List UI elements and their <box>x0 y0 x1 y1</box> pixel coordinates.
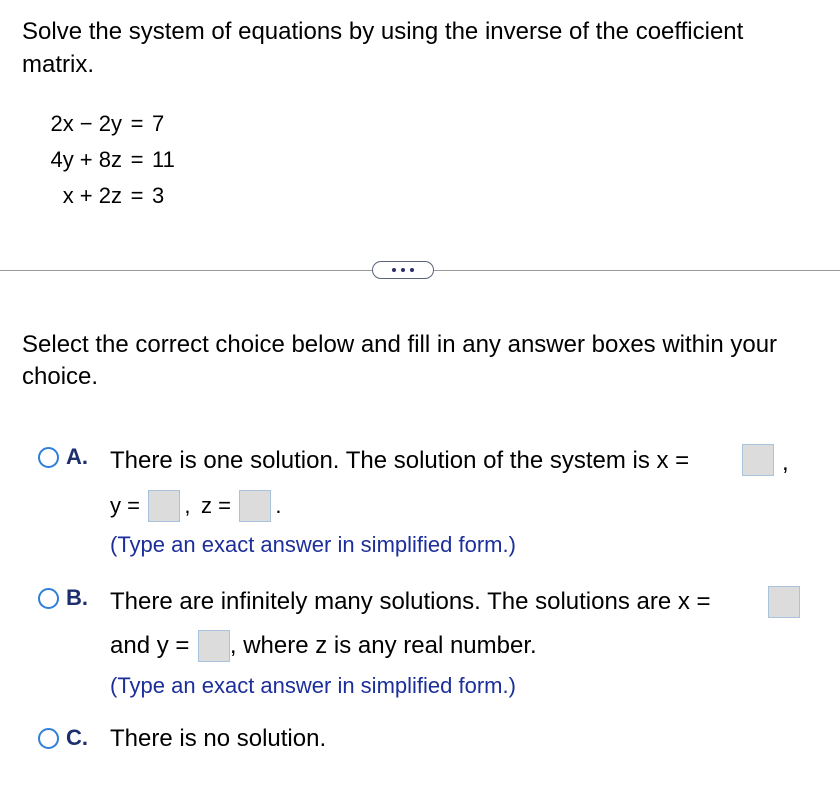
choice-b-hint: (Type an exact answer in simplified form.) <box>110 673 516 698</box>
equation-2 <box>20 142 175 178</box>
choice-b-x-input[interactable] <box>768 586 800 618</box>
question-line-1: Solve the system of equations by using the inverse of the coefficient <box>22 18 744 45</box>
choice-c-radio[interactable] <box>38 728 59 749</box>
choice-a-yz-row <box>110 490 282 522</box>
equation-1-rhs: 7 <box>152 111 165 136</box>
equation-1 <box>20 106 175 142</box>
equation-1-equals: = <box>130 111 144 136</box>
choice-b-letter: B. <box>66 585 88 610</box>
choice-a-y-label: y = <box>110 493 140 518</box>
choice-a-radio[interactable] <box>38 447 59 468</box>
equation-2-rhs: 11 <box>152 147 175 172</box>
choice-a-letter: A. <box>66 444 88 469</box>
equation-2-equals: = <box>130 147 144 172</box>
choice-c-letter: C. <box>66 725 88 750</box>
choice-a-text: There is one solution. The solution of the system is x = <box>110 447 690 474</box>
choice-a-z-input[interactable] <box>239 490 271 522</box>
choice-b-radio[interactable] <box>38 588 59 609</box>
equation-3 <box>20 178 175 214</box>
choice-b-where-text: , where z is any real number. <box>229 632 537 659</box>
equation-3-lhs: x + 2z <box>62 183 122 208</box>
show-more-button[interactable] <box>372 261 434 279</box>
choice-a-period: . <box>275 493 282 518</box>
instructions-line-1: Select the correct choice below and fill in any answer boxes within your <box>22 331 778 358</box>
choice-a-hint: (Type an exact answer in simplified form.) <box>110 532 516 557</box>
choice-a-x-input[interactable] <box>742 444 774 476</box>
equation-3-equals: = <box>130 183 144 208</box>
choice-c-text: There is no solution. <box>110 725 327 752</box>
choice-b-text: There are infinitely many solutions. The solutions are x = <box>110 588 711 615</box>
choice-a-y-input[interactable] <box>148 490 180 522</box>
choice-b-y-input[interactable] <box>198 630 230 662</box>
ellipsis-icon <box>392 268 414 272</box>
choice-a-comma-2: , <box>184 493 191 518</box>
equation-3-rhs: 3 <box>152 183 165 208</box>
choice-a-comma: , <box>782 449 789 476</box>
choice-b-and-y-label: and y = <box>110 632 190 659</box>
equation-2-lhs: 4y + 8z <box>50 147 122 172</box>
choice-a-z-label: z = <box>201 493 231 518</box>
equation-1-lhs: 2x − 2y <box>50 111 122 136</box>
equation-system <box>20 106 175 214</box>
instructions-line-2: choice. <box>22 363 99 390</box>
choice-b-y-row <box>110 630 537 662</box>
question-line-2: matrix. <box>22 51 94 78</box>
